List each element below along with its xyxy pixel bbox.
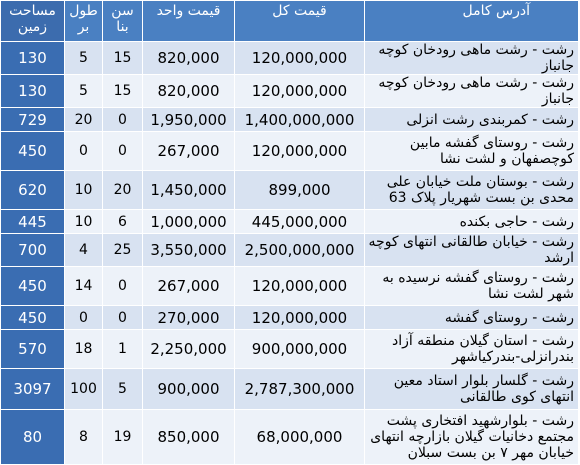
address-cell: رشت - بلوارشهید افتخاری پشت مجتمع دخانیات گیلان بازارچه انتهای خیابان مهر ۷ بن بست سبلان: [365, 410, 579, 465]
total-price-cell: 899,000: [235, 171, 365, 210]
table-row: [1, 306, 579, 330]
table-row: [1, 330, 579, 369]
total-price-cell: 120,000,000: [235, 132, 365, 171]
length-cell: 4: [65, 234, 103, 267]
total-price-cell: 445,000,000: [235, 210, 365, 234]
header-unit-price: قیمت واحد: [143, 1, 235, 42]
age-cell: 1: [103, 330, 143, 369]
header-address: آدرس کامل: [365, 1, 579, 42]
total-price-cell: 2,787,300,000: [235, 369, 365, 410]
address-cell: رشت - کمربندی رشت انزلی: [365, 108, 579, 132]
age-cell: 25: [103, 234, 143, 267]
unit-price-cell: 850,000: [143, 410, 235, 465]
length-cell: 18: [65, 330, 103, 369]
area-cell: 80: [1, 410, 65, 465]
unit-price-cell: 267,000: [143, 267, 235, 306]
table-row: [1, 42, 579, 75]
total-price-cell: 120,000,000: [235, 75, 365, 108]
area-cell: 445: [1, 210, 65, 234]
table-row: [1, 171, 579, 210]
address-cell: رشت - استان گیلان منطقه آزاد بندرانزلی-بندرکیاشهر: [365, 330, 579, 369]
address-cell: رشت - حاجی بکنده: [365, 210, 579, 234]
area-cell: 3097: [1, 369, 65, 410]
age-cell: 0: [103, 306, 143, 330]
length-cell: 10: [65, 171, 103, 210]
age-cell: 0: [103, 267, 143, 306]
table-row: [1, 267, 579, 306]
total-price-cell: 120,000,000: [235, 267, 365, 306]
table-row: [1, 132, 579, 171]
unit-price-cell: 1,000,000: [143, 210, 235, 234]
age-cell: 5: [103, 369, 143, 410]
address-cell: رشت - روستای گفشه نرسیده به شهر لشت نشا: [365, 267, 579, 306]
table-row: [1, 234, 579, 267]
unit-price-cell: 3,550,000: [143, 234, 235, 267]
unit-price-cell: 2,250,000: [143, 330, 235, 369]
unit-price-cell: 267,000: [143, 132, 235, 171]
area-cell: 130: [1, 75, 65, 108]
table-row: [1, 75, 579, 108]
address-cell: رشت - رشت ماهی رودخان کوچه جانباز: [365, 75, 579, 108]
length-cell: 14: [65, 267, 103, 306]
length-cell: 8: [65, 410, 103, 465]
unit-price-cell: 820,000: [143, 42, 235, 75]
header-land-area: مساحت زمین: [1, 1, 65, 42]
area-cell: 450: [1, 267, 65, 306]
length-cell: 5: [65, 42, 103, 75]
total-price-cell: 68,000,000: [235, 410, 365, 465]
header-frontage-length: طول بر: [65, 1, 103, 42]
table-row: [1, 410, 579, 465]
address-cell: رشت - گلسار بلوار استاد معین انتهای کوی طالقانی: [365, 369, 579, 410]
address-cell: رشت - رشت ماهی رودخان کوچه جانباز: [365, 42, 579, 75]
header-row: [1, 1, 579, 42]
total-price-cell: 120,000,000: [235, 42, 365, 75]
area-cell: 450: [1, 132, 65, 171]
header-building-age: سن بنا: [103, 1, 143, 42]
length-cell: 20: [65, 108, 103, 132]
length-cell: 0: [65, 306, 103, 330]
area-cell: 450: [1, 306, 65, 330]
age-cell: 6: [103, 210, 143, 234]
area-cell: 130: [1, 42, 65, 75]
age-cell: 0: [103, 108, 143, 132]
unit-price-cell: 1,950,000: [143, 108, 235, 132]
table-row: [1, 369, 579, 410]
address-cell: رشت - بوستان ملت خیابان علی محدی بن بست شهریار پلاک 63: [365, 171, 579, 210]
age-cell: 15: [103, 42, 143, 75]
area-cell: 570: [1, 330, 65, 369]
unit-price-cell: 900,000: [143, 369, 235, 410]
address-cell: رشت - خیابان طالقانی انتهای کوچه ارشد: [365, 234, 579, 267]
length-cell: 10: [65, 210, 103, 234]
address-cell: رشت - روستای گفشه: [365, 306, 579, 330]
area-cell: 700: [1, 234, 65, 267]
age-cell: 0: [103, 132, 143, 171]
table-row: [1, 210, 579, 234]
age-cell: 20: [103, 171, 143, 210]
total-price-cell: 120,000,000: [235, 306, 365, 330]
area-cell: 620: [1, 171, 65, 210]
header-total-price: قیمت کل: [235, 1, 365, 42]
table-row: [1, 108, 579, 132]
age-cell: 19: [103, 410, 143, 465]
age-cell: 15: [103, 75, 143, 108]
length-cell: 0: [65, 132, 103, 171]
unit-price-cell: 1,450,000: [143, 171, 235, 210]
length-cell: 5: [65, 75, 103, 108]
unit-price-cell: 820,000: [143, 75, 235, 108]
address-cell: رشت - روستای گفشه مابین کوچصفهان و لشت نشا: [365, 132, 579, 171]
total-price-cell: 2,500,000,000: [235, 234, 365, 267]
total-price-cell: 900,000,000: [235, 330, 365, 369]
total-price-cell: 1,400,000,000: [235, 108, 365, 132]
length-cell: 100: [65, 369, 103, 410]
area-cell: 729: [1, 108, 65, 132]
unit-price-cell: 270,000: [143, 306, 235, 330]
